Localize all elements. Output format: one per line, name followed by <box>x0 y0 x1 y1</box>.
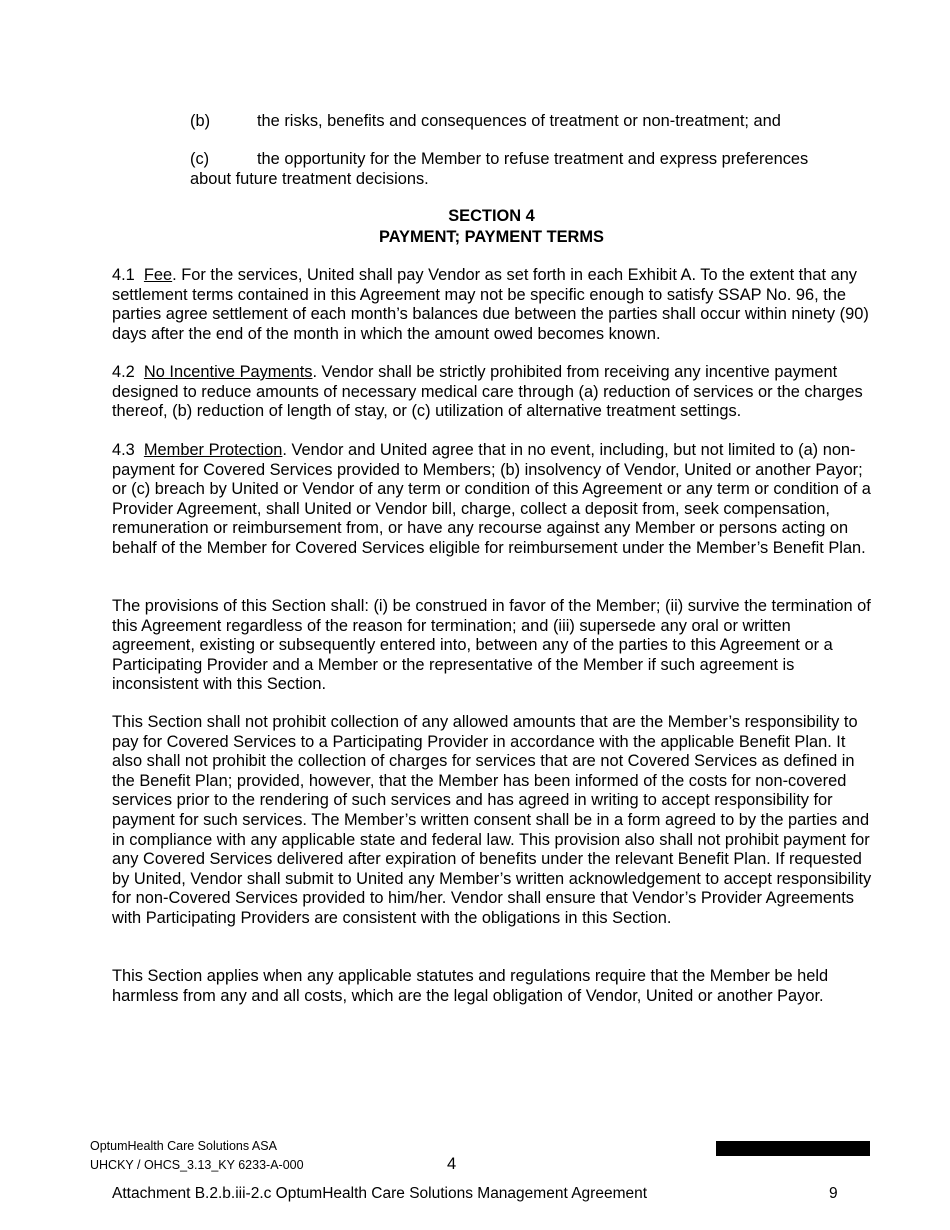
clause-4-1 <box>112 266 874 344</box>
paragraph-collection: This Section shall not prohibit collection of any allowed amounts that are the Member’s responsibility to pay for Covered Services to a Participating Provider in accordance with the applicable Benefit Plan. It also shall not prohibit the collection of charges for services that are not Covered Services as defined in the Benefit Plan; provided, however, that the Member has been informed of the costs for non-covered services prior to the rendering of such services and has agreed in writing to accept responsibility for payment for such services. The Member’s written consent shall be in a form agreed to by the parties and in compliance with any applicable state and federal law. This provision also shall not prohibit payment for any Covered Services delivered after expiration of benefits under the relevant Benefit Plan. If requested by United, Vendor shall submit to United any Member’s written acknowledgement to accept responsibility for non-Covered Services provided to him/her. Vendor shall ensure that Vendor’s Provider Agreements with Participating Providers are consistent with the obligations in this Section. <box>112 713 872 927</box>
clause-text: . Vendor and United agree that in no event, including, but not limited to (a) non-payment for Covered Services provided to Members; (b) insolvency of Vendor, United or another Payor; or (c) breach by United or Vendor of any term or condition of this Agreement or any term or condition of a Provider Agreement, shall United or Vendor bill, charge, collect a deposit from, seek compensation, remuneration or reimbursement from, or have any recourse against any Member or persons acting on behalf of the Member for Covered Services eligible for reimbursement under the Member’s Benefit Plan. <box>112 441 871 557</box>
list-item-text: the risks, benefits and consequences of treatment or non-treatment; and <box>257 112 781 130</box>
redaction-bar <box>716 1141 870 1156</box>
footer-attachment: Attachment B.2.b.iii-2.c OptumHealth Care Solutions Management Agreement <box>112 1185 648 1202</box>
section-number: SECTION 4 <box>448 207 535 225</box>
footer-company: OptumHealth Care Solutions ASA <box>90 1139 277 1153</box>
clause-text: . Vendor shall be strictly prohibited from receiving any incentive payment designed to reduce amounts of necessary medical care through (a) reduction of services or the charges thereof, (b) reduction of length of stay, or (c) utilization of alternative treatment settings. <box>112 363 863 421</box>
clause-heading: Member Protection <box>143 441 283 459</box>
clause-number: 4.3 <box>112 441 135 459</box>
list-item-b <box>190 112 850 132</box>
clause-heading: No Incentive Payments <box>143 363 313 381</box>
list-item-text: the opportunity for the Member to refuse treatment and express preferences about future treatment decisions. <box>190 150 809 188</box>
section-title: PAYMENT; PAYMENT TERMS <box>379 228 604 246</box>
clause-4-2 <box>112 363 874 422</box>
clause-number: 4.1 <box>112 266 135 284</box>
clause-heading: Fee <box>143 266 173 284</box>
footer-attachment-page: 9 <box>829 1185 838 1202</box>
paragraph-hold-harmless: This Section applies when any applicable statutes and regulations require that the Member be held harmless from any and all costs, which are the legal obligation of Vendor, United or another Payor. <box>112 967 829 1005</box>
list-marker: (b) <box>190 112 211 130</box>
list-item-c <box>190 150 850 189</box>
clause-text: . For the services, United shall pay Vendor as set forth in each Exhibit A. To the extent that any settlement terms contained in this Agreement may not be specific enough to satisfy SSAP No. 96, the parties agree settlement of each month’s balances due between the parties shall occur within ninety (90) days after the end of the month in which the amount owed becomes known. <box>112 266 869 343</box>
clause-number: 4.2 <box>112 363 135 381</box>
list-marker: (c) <box>190 150 210 168</box>
paragraph-provisions: The provisions of this Section shall: (i) be construed in favor of the Member; (ii) survive the termination of this Agreement regardless of the reason for termination; and (iii) supersede any oral or written agreement, existing or subsequently entered into, between any of the parties to this Agreement or a Participating Provider and a Member or the representative of the Member if such agreement is inconsistent with this Section. <box>112 597 871 694</box>
clause-4-3 <box>112 441 874 559</box>
footer-doc-code: UHCKY / OHCS_3.13_KY 6233-A-000 <box>90 1158 304 1172</box>
footer-page-number: 4 <box>447 1155 457 1173</box>
